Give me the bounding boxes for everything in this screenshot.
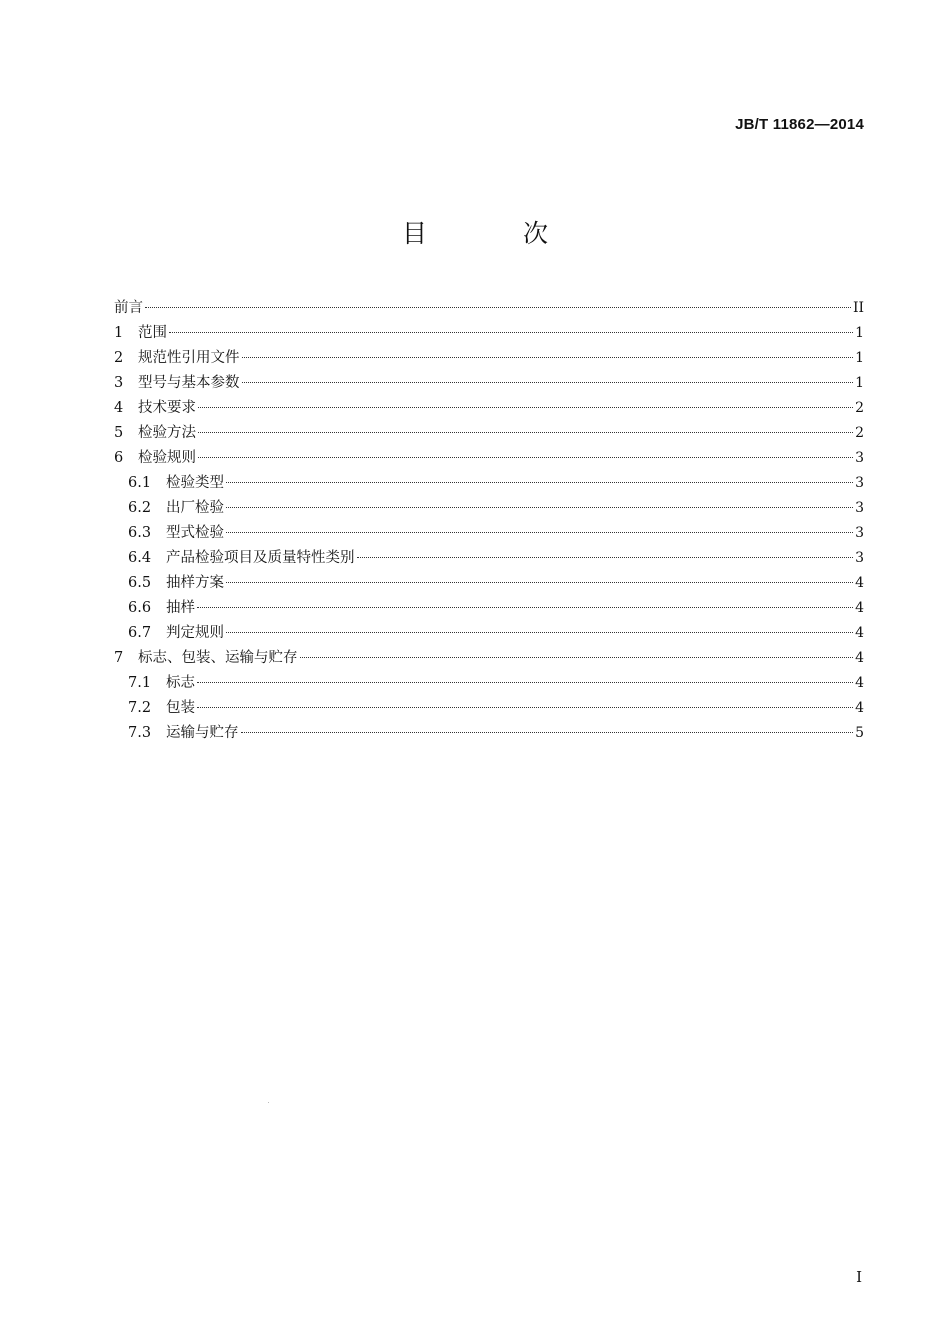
toc-entry-number: 6.5 bbox=[128, 575, 152, 591]
toc-entry-label: 抽样 bbox=[166, 600, 195, 616]
standard-code: JB/T 11862—2014 bbox=[735, 116, 864, 133]
toc-entry[interactable] bbox=[114, 546, 864, 571]
toc-entry-label: 出厂检验 bbox=[166, 500, 224, 516]
dot-leader bbox=[169, 332, 853, 333]
toc-entry[interactable] bbox=[114, 446, 864, 471]
dot-leader bbox=[197, 682, 853, 683]
toc-entry-number: 7 bbox=[114, 650, 124, 666]
toc-entry[interactable] bbox=[114, 321, 864, 346]
toc-entry[interactable] bbox=[114, 396, 864, 421]
toc-entry-page: 5 bbox=[855, 725, 864, 741]
dot-leader bbox=[145, 307, 851, 308]
toc-entry-number: 2 bbox=[114, 350, 124, 366]
toc-entry[interactable] bbox=[114, 671, 864, 696]
toc-entry-label: 产品检验项目及质量特性类别 bbox=[166, 550, 355, 566]
toc-entry[interactable] bbox=[114, 621, 864, 646]
toc-entry-label: 检验方法 bbox=[138, 425, 196, 441]
toc-entry[interactable] bbox=[114, 571, 864, 596]
toc-entry-page: 3 bbox=[855, 475, 864, 491]
toc-entry-label: 前言 bbox=[114, 300, 143, 316]
toc-entry-page: 3 bbox=[855, 550, 864, 566]
dot-leader bbox=[242, 382, 854, 383]
toc-entry-label: 运输与贮存 bbox=[166, 725, 239, 741]
toc-entry-label: 抽样方案 bbox=[166, 575, 224, 591]
toc-entry-label: 标志、包装、运输与贮存 bbox=[138, 650, 298, 666]
toc-entry-page: 3 bbox=[855, 450, 864, 466]
toc-entry-label: 包装 bbox=[166, 700, 195, 716]
toc-entry-number: 6.4 bbox=[128, 550, 152, 566]
toc-entry[interactable] bbox=[114, 371, 864, 396]
toc-entry-page: 4 bbox=[855, 600, 864, 616]
toc-entry-number: 6.2 bbox=[128, 500, 152, 516]
toc-entry-number: 7.3 bbox=[128, 725, 152, 741]
scan-speck bbox=[268, 1102, 269, 1103]
toc-entry-number: 5 bbox=[114, 425, 124, 441]
toc-entry-number: 3 bbox=[114, 375, 124, 391]
toc-entry-page: 3 bbox=[855, 525, 864, 541]
toc-entry[interactable] bbox=[114, 696, 864, 721]
page-number: I bbox=[856, 1268, 862, 1286]
toc-entry-page: 4 bbox=[855, 700, 864, 716]
dot-leader bbox=[198, 407, 853, 408]
dot-leader bbox=[198, 457, 853, 458]
dot-leader bbox=[357, 557, 854, 558]
toc-entry-label: 判定规则 bbox=[166, 625, 224, 641]
toc-entry-label: 型号与基本参数 bbox=[138, 375, 240, 391]
dot-leader bbox=[198, 432, 853, 433]
toc-entry-page: 4 bbox=[855, 575, 864, 591]
dot-leader bbox=[226, 532, 853, 533]
toc-entry-page: II bbox=[852, 300, 864, 316]
toc-entry-page: 3 bbox=[855, 500, 864, 516]
toc-entry-label: 检验规则 bbox=[138, 450, 196, 466]
toc-entry-label: 范围 bbox=[138, 325, 167, 341]
toc-entry[interactable] bbox=[114, 346, 864, 371]
toc-entry-page: 1 bbox=[855, 375, 864, 391]
dot-leader bbox=[241, 732, 854, 733]
toc-entry-page: 2 bbox=[855, 425, 864, 441]
toc-entry-number: 6.1 bbox=[128, 475, 152, 491]
toc-entry-number: 6 bbox=[114, 450, 124, 466]
toc-entry[interactable] bbox=[114, 296, 864, 321]
dot-leader bbox=[226, 582, 853, 583]
toc-entry[interactable] bbox=[114, 721, 864, 746]
toc-entry-page: 4 bbox=[855, 675, 864, 691]
toc-entry-page: 1 bbox=[855, 325, 864, 341]
toc-entry-label: 标志 bbox=[166, 675, 195, 691]
toc-entry[interactable] bbox=[114, 521, 864, 546]
toc-title: 目 次 bbox=[402, 219, 592, 248]
toc-entry-number: 7.1 bbox=[128, 675, 152, 691]
toc-entry-label: 检验类型 bbox=[166, 475, 224, 491]
dot-leader bbox=[197, 607, 853, 608]
toc-entry[interactable] bbox=[114, 471, 864, 496]
toc-entry[interactable] bbox=[114, 496, 864, 521]
dot-leader bbox=[197, 707, 853, 708]
toc-entry-number: 6.7 bbox=[128, 625, 152, 641]
dot-leader bbox=[226, 482, 853, 483]
toc-entry[interactable] bbox=[114, 646, 864, 671]
toc-entry-label: 规范性引用文件 bbox=[138, 350, 240, 366]
dot-leader bbox=[300, 657, 854, 658]
toc-entry-number: 6.3 bbox=[128, 525, 152, 541]
toc-entry-label: 型式检验 bbox=[166, 525, 224, 541]
toc-entry-page: 4 bbox=[855, 625, 864, 641]
table-of-contents bbox=[114, 296, 864, 746]
toc-entry-page: 4 bbox=[855, 650, 864, 666]
toc-entry[interactable] bbox=[114, 421, 864, 446]
toc-entry-number: 6.6 bbox=[128, 600, 152, 616]
toc-entry-page: 1 bbox=[855, 350, 864, 366]
dot-leader bbox=[226, 507, 853, 508]
toc-entry-page: 2 bbox=[855, 400, 864, 416]
toc-entry-number: 4 bbox=[114, 400, 124, 416]
toc-entry-label: 技术要求 bbox=[138, 400, 196, 416]
toc-entry[interactable] bbox=[114, 596, 864, 621]
dot-leader bbox=[226, 632, 853, 633]
toc-entry-number: 1 bbox=[114, 325, 124, 341]
dot-leader bbox=[242, 357, 854, 358]
toc-entry-number: 7.2 bbox=[128, 700, 152, 716]
